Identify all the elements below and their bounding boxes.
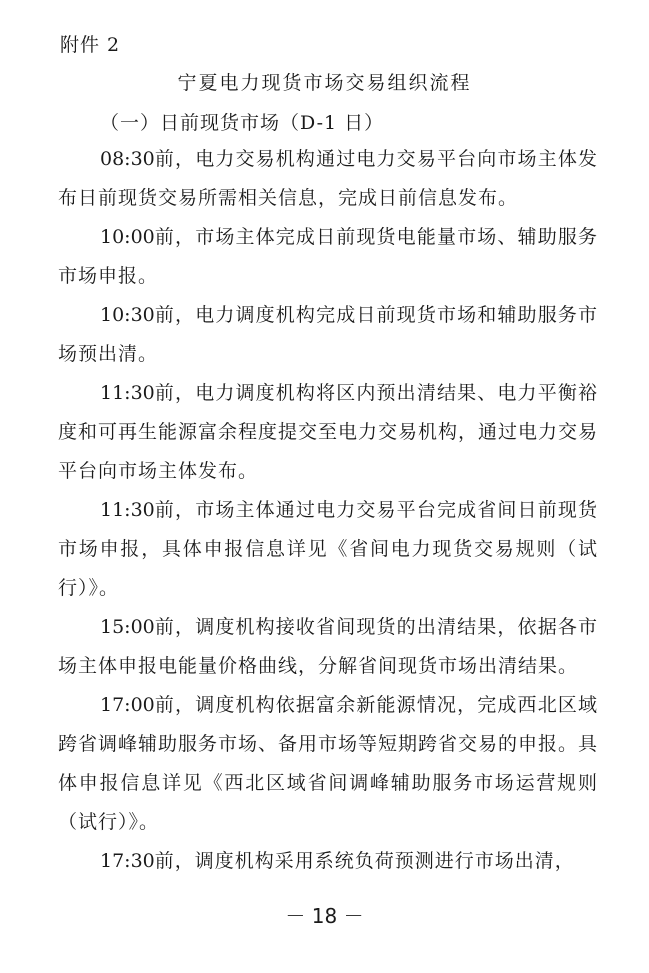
paragraph (58, 491, 598, 608)
section-heading: （一）日前现货市场（D-1 日） (100, 112, 385, 134)
paragraph (58, 140, 598, 218)
paragraph-time: 15:00 (100, 616, 155, 638)
paragraph-text: 前，调度机构依据富余新能源情况，完成西北区域跨省调峰辅助服务市场、备用市场等短期跨省交易的申报。具体申报信息详见《西北区域省间调峰辅助服务市场运营规则（试行）》。 (58, 694, 599, 833)
paragraph-time: 17:30 (100, 850, 155, 872)
paragraph-time: 10:30 (100, 304, 155, 326)
paragraph (58, 296, 598, 374)
paragraph (58, 842, 598, 881)
paragraph-text: 前，市场主体完成日前现货电能量市场、辅助服务市场申报。 (58, 226, 598, 287)
paragraph-time: 10:00 (100, 226, 155, 248)
paragraph-text: 前，电力交易机构通过电力交易平台向市场主体发布日前现货交易所需相关信息，完成日前信息发布。 (58, 148, 598, 209)
paragraph-text: 前，电力调度机构将区内预出清结果、电力平衡裕度和可再生能源富余程度提交至电力交易机构，通过电力交易平台向市场主体发布。 (58, 382, 599, 482)
paragraph-text: 前，调度机构接收省间现货的出清结果，依据各市场主体申报电能量价格曲线，分解省间现货市场出清结果。 (58, 616, 598, 677)
paragraph-time: 11:30 (100, 382, 155, 404)
paragraph (58, 608, 598, 686)
page-number: － 18 － (285, 904, 364, 928)
paragraph-text: 前，市场主体通过电力交易平台完成省间日前现货市场申报，具体申报信息详见《省间电力现货交易规则（试行）》。 (58, 499, 598, 599)
attachment-label: 附件 2 (60, 34, 121, 56)
document-title: 宁夏电力现货市场交易组织流程 (177, 72, 472, 94)
paragraph (58, 686, 598, 842)
paragraph (58, 374, 598, 491)
paragraph (58, 218, 598, 296)
document-body (58, 140, 598, 881)
paragraph-text: 前，调度机构采用系统负荷预测进行市场出清， (154, 850, 575, 872)
paragraph-text: 前，电力调度机构完成日前现货市场和辅助服务市场预出清。 (58, 304, 598, 365)
paragraph-time: 08:30 (100, 148, 155, 170)
paragraph-time: 11:30 (100, 499, 155, 521)
paragraph-time: 17:00 (100, 694, 155, 716)
